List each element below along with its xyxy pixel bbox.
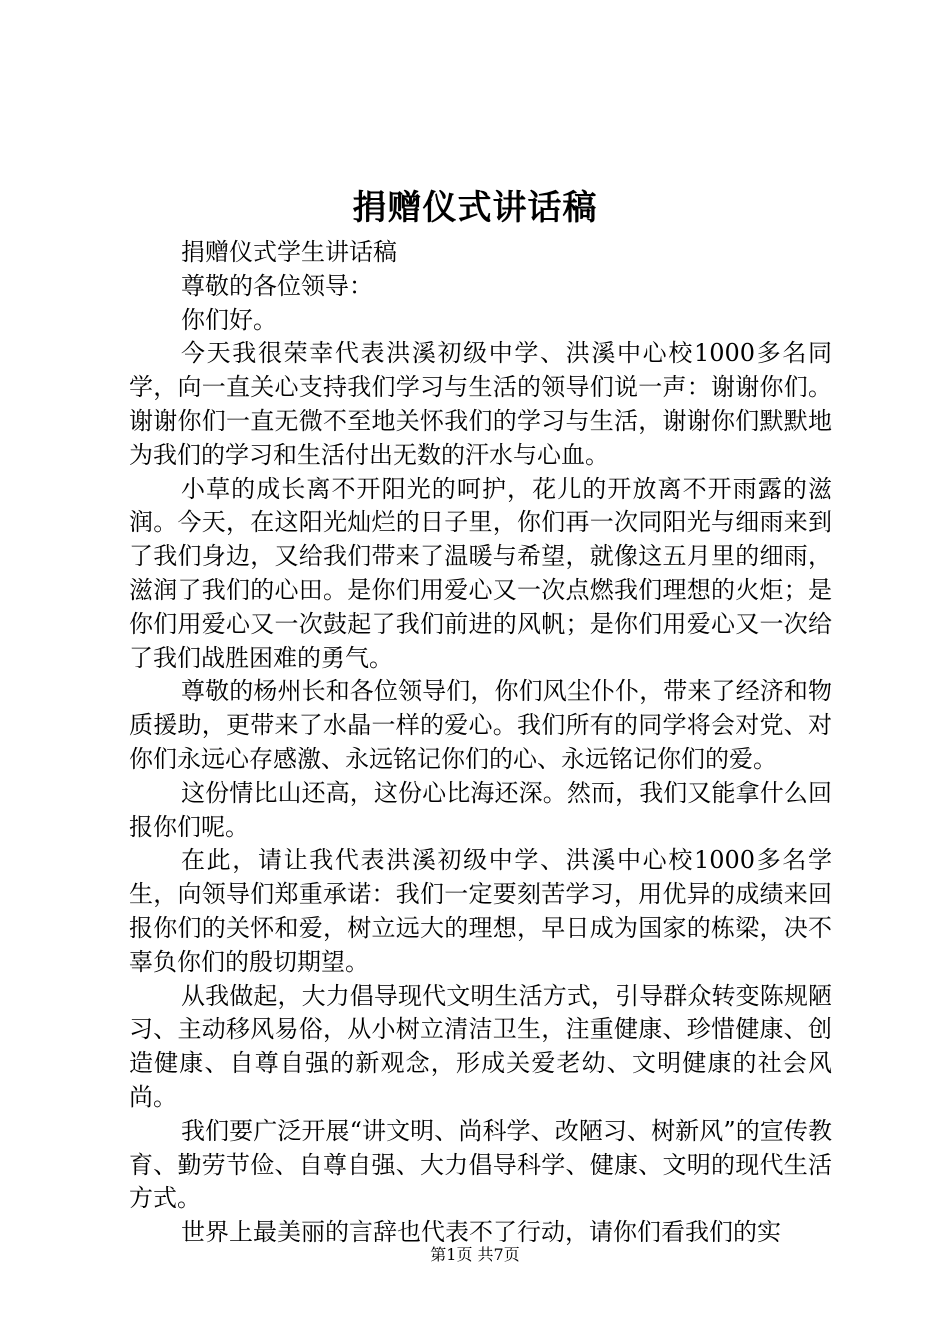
paragraph: 今天我很荣幸代表洪溪初级中学、洪溪中心校1000多名同学，向一直关心支持我们学习与生活的领导们说一声：谢谢你们。谢谢你们一直无微不至地关怀我们的学习与生活，谢谢你们默默地为我们的学习和生活付出无数的汗水与心血。 <box>129 339 832 469</box>
paragraph: 从我做起，大力倡导现代文明生活方式，引导群众转变陈规陋习、主动移风易俗，从小树立清洁卫生，注重健康、珍惜健康、创造健康、自尊自强的新观念，形成关爱老幼、文明健康的社会风尚。 <box>129 981 832 1111</box>
paragraph: 在此，请让我代表洪溪初级中学、洪溪中心校1000多名学生，向领导们郑重承诺：我们一定要刻苦学习，用优异的成绩来回报你们的关怀和爱，树立远大的理想，早日成为国家的栋梁，决不辜负你们的殷切期望。 <box>129 846 832 976</box>
paragraph: 世界上最美丽的言辞也代表不了行动，请你们看我们的实 <box>181 1218 781 1247</box>
paragraph-salutation: 尊敬的各位领导： <box>181 271 373 300</box>
document-title: 捐赠仪式讲话稿 <box>352 188 598 228</box>
paragraph-greeting: 你们好。 <box>181 305 277 334</box>
page-footer: 第1页 共7页 <box>430 1245 520 1264</box>
paragraph: 我们要广泛开展“讲文明、尚科学、改陋习、树新风”的宣传教育、勤劳节俭、自尊自强、大力倡导科学、健康、文明的现代生活方式。 <box>129 1116 832 1213</box>
paragraph: 尊敬的杨州长和各位领导们，你们风尘仆仆，带来了经济和物质援助，更带来了水晶一样的爱心。我们所有的同学将会对党、对你们永远心存感激、永远铭记你们的心、永远铭记你们的爱。 <box>129 677 832 773</box>
document-body <box>129 236 832 1250</box>
paragraph: 小草的成长离不开阳光的呵护，花儿的开放离不开雨露的滋润。今天，在这阳光灿烂的日子里，你们再一次同阳光与细雨来到了我们身边，又给我们带来了温暖与希望，就像这五月里的细雨，滋润了我们的心田。是你们用爱心又一次点燃我们理想的火炬；是你们用爱心又一次鼓起了我们前进的风帆；是你们用爱心又一次给了我们战胜困难的勇气。 <box>129 474 832 672</box>
paragraph-subtitle: 捐赠仪式学生讲话稿 <box>181 238 397 266</box>
paragraph: 这份情比山还高，这份心比海还深。然而，我们又能拿什么回报你们呢。 <box>129 778 832 841</box>
